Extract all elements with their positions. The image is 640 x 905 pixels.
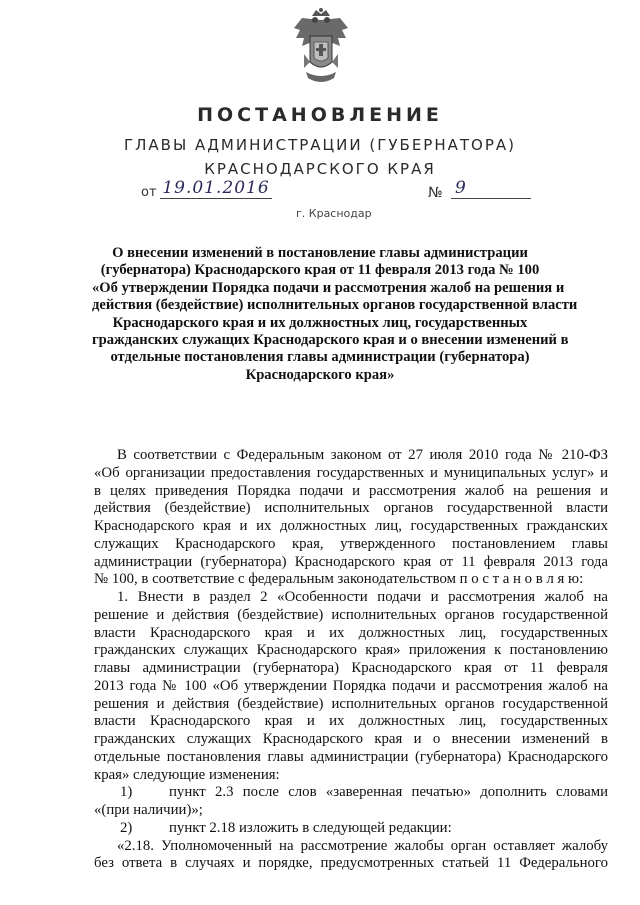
date-prefix: от — [141, 185, 157, 200]
handwritten-date: 19.01.2016 — [160, 178, 272, 199]
title-line: «Об утверждении Порядка подачи и рассмотрения жалоб на решения и — [92, 279, 565, 296]
body-line: «Об организации предоставления государственных и муниципальных услуг» и — [94, 464, 608, 481]
body-line: «(при наличии)»; — [94, 802, 203, 818]
body-line: действия (бездействие) исполнительных органов государственной власти — [94, 500, 608, 517]
sub-item-text: пункт 2.3 после слов «заверенная печатью» дополнить словами — [169, 784, 608, 801]
city-label: г. Краснодар — [296, 207, 372, 220]
title-line: О внесении изменений в постановление главы администрации — [112, 245, 528, 261]
document-body — [94, 447, 608, 873]
sub-item-2 — [94, 820, 608, 838]
sub-item-number: 1) — [120, 784, 133, 801]
title-line: гражданских служащих Краснодарского края и о внесении изменений в — [92, 332, 569, 349]
body-line: гражданских служащих Краснодарского края» приложения к постановлению — [94, 642, 608, 659]
body-line: в целях приведения Порядка подачи и рассмотрения жалоб на решения и — [94, 482, 608, 499]
body-line: гражданских служащих Краснодарского края и о внесении изменений в — [94, 731, 608, 747]
body-line: без ответа в случаях и порядке, предусмотренных статьей 11 Федерального — [94, 855, 608, 872]
issuer-heading: ГЛАВЫ АДМИНИСТРАЦИИ (ГУБЕРНАТОРА) — [123, 136, 517, 154]
title-line: Краснодарского края» — [245, 366, 395, 383]
body-line: решение и действия (бездействие) исполнительных органов государственной — [94, 606, 608, 623]
body-line: 2013 года № 100 «Об утверждении Порядка подачи и рассмотрения жалоб на — [94, 677, 608, 694]
sub-item-text: пункт 2.18 изложить в следующей редакции: — [169, 819, 452, 836]
body-line: служащих Краснодарского края, утвержденного постановлением главы — [94, 535, 608, 552]
body-line: власти Краснодарского края и их должностных лиц, государственных — [94, 624, 608, 641]
number-prefix: № — [428, 185, 443, 201]
body-line: 1. Внести в раздел 2 «Особенности подачи и рассмотрения жалоб на — [117, 589, 608, 605]
title-line: действия (бездействие) исполнительных органов государственной власти — [92, 297, 578, 314]
title-line: Краснодарского края и их должностных лиц, государственных — [112, 314, 528, 331]
body-line: главы администрации (губернатора) Краснодарского края от 11 февраля — [94, 660, 608, 676]
body-line: В соответствии с Федеральным законом от 27 июля 2010 года № 210-ФЗ — [117, 447, 608, 463]
title-line: отдельные постановления главы администрации (губернатора) — [110, 349, 530, 366]
body-line: отдельные постановления главы администрации (губернатора) Краснодарского — [94, 748, 608, 765]
body-line: края» следующие изменения: — [94, 766, 280, 783]
body-line: Краснодарского края и их должностных лиц, государственных гражданских — [94, 518, 608, 534]
title-line: (губернатора) Краснодарского края от 11 февраля 2013 года № 100 — [100, 262, 540, 279]
body-line: № 100, в соответствие с федеральным законодательством п о с т а н о в л я ю: — [94, 571, 584, 588]
body-line: решения и действия (бездействие) исполнительных органов государственной — [94, 695, 608, 712]
document-title — [92, 245, 578, 384]
doc-type-heading: ПОСТАНОВЛЕНИЕ — [197, 104, 443, 126]
body-line: власти Краснодарского края и их должностных лиц, государственных — [94, 713, 608, 730]
coat-of-arms-icon — [290, 6, 352, 86]
sub-item-1 — [94, 784, 608, 802]
sub-item-number: 2) — [120, 819, 133, 836]
body-line: «2.18. Уполномоченный на рассмотрение жалобы орган оставляет жалобу — [117, 837, 608, 854]
body-line: администрации (губернатора) Краснодарского края от 11 февраля 2013 года — [94, 553, 608, 570]
handwritten-number: 9 — [451, 178, 531, 199]
region-heading: КРАСНОДАРСКОГО КРАЯ — [204, 160, 436, 178]
